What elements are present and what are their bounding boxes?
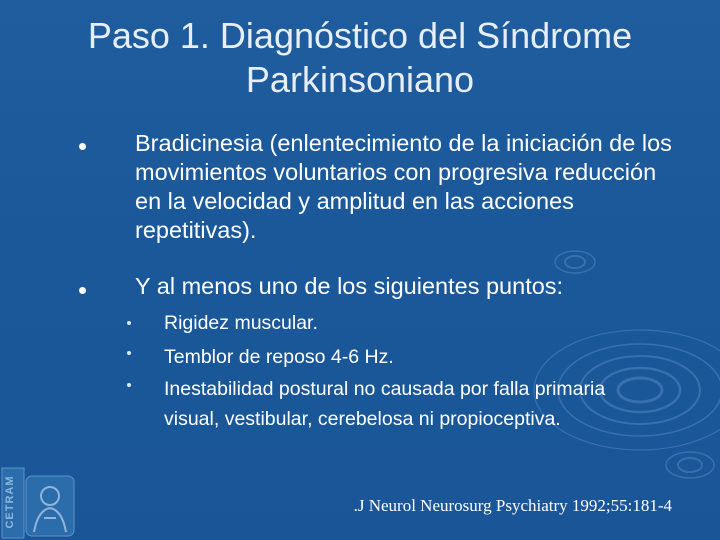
bullet-dot-icon bbox=[79, 143, 86, 150]
citation-reference: .J Neurol Neurosurg Psychiatry 1992;55:181-4 bbox=[353, 496, 672, 515]
bullet-dot-icon bbox=[79, 287, 86, 294]
svg-text:CETRAM: CETRAM bbox=[4, 475, 16, 529]
cetram-logo bbox=[0, 462, 78, 540]
subbullet-item-temblor: Temblor de reposo 4-6 Hz. bbox=[164, 346, 394, 368]
bullet-item-al-menos: Y al menos uno de los siguientes puntos: bbox=[135, 273, 564, 299]
subbullet-dot-icon bbox=[127, 383, 131, 387]
slide-title: Paso 1. Diagnóstico del Síndrome Parkinsoniano bbox=[87, 15, 633, 100]
subbullet-dot-icon bbox=[127, 321, 131, 325]
subbullet-item-rigidez: Rigidez muscular. bbox=[164, 312, 318, 334]
subbullet-dot-icon bbox=[127, 351, 131, 355]
subbullet-item-inestabilidad: Inestabilidad postural no causada por falla primaria visual, vestibular, cerebelosa ni propioceptiva. bbox=[164, 378, 606, 430]
bullet-item-bradicinesia: Bradicinesia (enlentecimiento de la iniciación de los movimientos voluntarios con progresiva reducción en la velocidad y amplitud en las acciones repetitivas). bbox=[135, 130, 672, 243]
